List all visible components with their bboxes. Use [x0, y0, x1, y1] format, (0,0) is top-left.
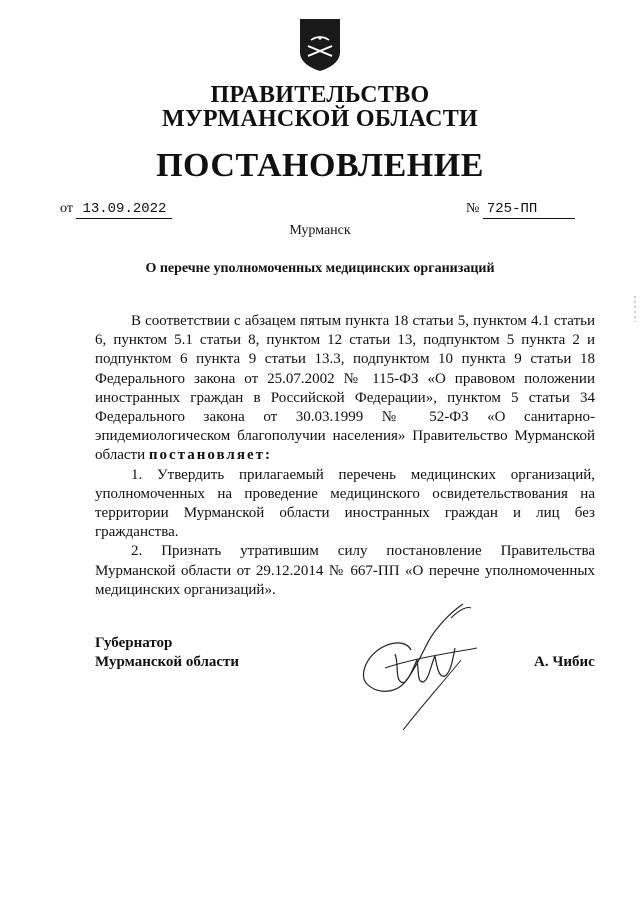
org-name-line1: ПРАВИТЕЛЬСТВО [210, 82, 430, 108]
org-name-line2: МУРМАНСКОЙ ОБЛАСТИ [162, 106, 478, 132]
margin-mark [634, 296, 636, 322]
document-type-title: ПОСТАНОВЛЕНИЕ [156, 147, 484, 184]
date-value: 13.09.2022 [76, 200, 172, 219]
document-body [95, 312, 595, 600]
handwritten-signature-icon [355, 598, 480, 733]
coat-of-arms-icon [297, 16, 343, 72]
decree-word: постановляет: [148, 447, 272, 464]
signatory-title-line2: Мурманской области [95, 654, 240, 670]
signatory-name: А. Чибис [534, 654, 595, 670]
date-field [60, 200, 172, 219]
number-field [466, 200, 575, 219]
body-item-1: 1. Утвердить прилагаемый перечень медицинских организаций, уполномоченных на проведение медицинского освидетельствования на территории Мурманской области иностранных граждан и лиц без гражданства. [95, 466, 595, 541]
signatory-title-line1: Губернатор [95, 635, 173, 651]
number-prefix: № [466, 201, 480, 216]
number-value: 725-ПП [483, 200, 575, 219]
signatory-title [95, 634, 239, 672]
document-subject: О перечне уполномоченных медицинских организаций [145, 261, 495, 276]
body-intro-text: В соответствии с абзацем пятым пункта 18 статьи 5, пунктом 4.1 статьи 6, пунктом 5.1 статьи 8, пунктом 12 статьи 13, подпунктом 5 пункта 2 и подпунктом 6 пункта 9 статьи 13.3, подпунктом 10 пункта 9 статьи 18 Федерального закона от 25.07.2002 № 115-ФЗ «О правовом положении иностранных граждан в Российской Федерации», пунктом 5 статьи 34 Федерального закона от 30.03.1999 № 52-ФЗ «О санитарно-эпидемиологическом благополучии населения» Правительство Мурманской области [95, 313, 595, 464]
date-prefix: от [60, 201, 73, 216]
body-intro-paragraph [95, 312, 595, 466]
city-name: Мурманск [289, 223, 351, 238]
body-item-2: 2. Признать утратившим силу постановление Правительства Мурманской области от 29.12.2014 № 667-ПП «О перечне уполномоченных медицинских организаций». [95, 543, 595, 598]
